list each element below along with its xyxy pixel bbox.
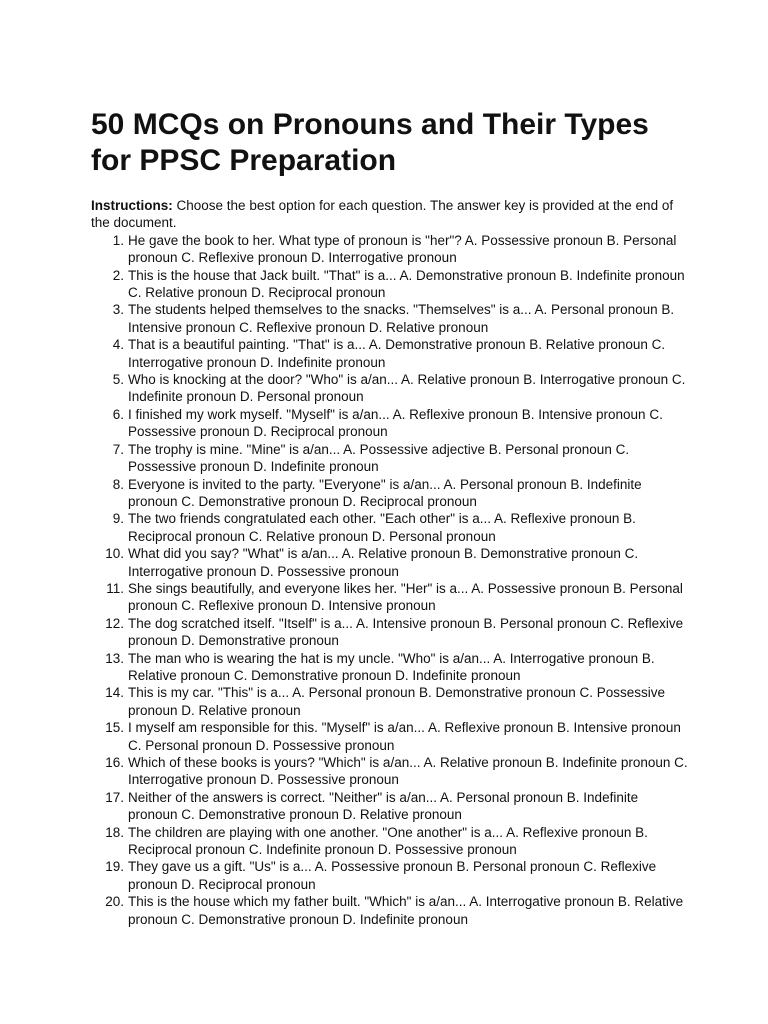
question-number: 17. [105, 789, 124, 805]
question-number: 3. [112, 302, 124, 318]
document-page [91, 107, 691, 928]
list-item [91, 754, 691, 789]
list-item [91, 615, 691, 650]
question-number: 2. [112, 267, 124, 283]
question-number: 16. [105, 755, 124, 770]
question-number: 14. [105, 685, 124, 701]
question-number: 13. [105, 650, 124, 666]
document-title [91, 107, 691, 179]
instructions-text: Choose the best option for each question. The answer key is provided at the end of the document. [91, 198, 674, 231]
question-text: The trophy is mine. "Mine" is a/an... A. Possessive adjective B. Personal pronoun C. Possessive pronoun D. Indefinite pronoun [128, 441, 630, 475]
question-text: The children are playing with one another. "One another" is a... A. Reflexive pronoun B. Reciprocal pronoun C. Indefinite pronoun D. Possessive pronoun [128, 824, 648, 858]
list-item [91, 719, 691, 754]
instructions-label: Instructions: [91, 198, 173, 213]
instructions-paragraph [91, 197, 691, 232]
question-text: Everyone is invited to the party. "Everyone" is a/an... A. Personal pronoun B. Indefinite pronoun C. Demonstrative pronoun D. Reciprocal pronoun [128, 476, 642, 509]
question-number: 5. [112, 372, 124, 388]
question-number: 19. [105, 859, 124, 875]
list-item [91, 267, 691, 302]
question-text: What did you say? "What" is a/an... A. Relative pronoun B. Demonstrative pronoun C. Interrogative pronoun D. Possessive pronoun [128, 546, 639, 579]
title-line-1: 50 MCQs on Pronouns and Their Types [91, 108, 649, 141]
question-text: The man who is wearing the hat is my uncle. "Who" is a/an... A. Interrogative pronoun B. Relative pronoun C. Demonstrative pronoun D. Indefinite pronoun [128, 650, 655, 683]
list-item [91, 858, 691, 893]
list-item [91, 232, 691, 267]
question-text: I myself am responsible for this. "Myself" is a/an... A. Reflexive pronoun B. Intensive pronoun C. Personal pronoun D. Possessive pronoun [128, 720, 681, 753]
list-item [91, 371, 691, 406]
question-number: 10. [105, 546, 124, 562]
question-number: 1. [112, 232, 124, 248]
question-number: 9. [112, 511, 124, 527]
question-text: This is the house which my father built. "Which" is a/an... A. Interrogative pronoun B. Relative pronoun C. Demonstrative pronoun D. Indefinite pronoun [128, 894, 684, 927]
question-text: This is the house that Jack built. "That" is a... A. Demonstrative pronoun B. Indefinite pronoun C. Relative pronoun D. Reciprocal pronoun [128, 267, 685, 301]
question-number: 11. [106, 580, 124, 596]
question-text: The dog scratched itself. "Itself" is a... A. Intensive pronoun B. Personal pronoun C. Reflexive pronoun D. Demonstrative pronoun [128, 615, 684, 649]
question-number: 15. [105, 720, 124, 736]
question-number: 12. [105, 615, 124, 631]
list-item [91, 893, 691, 928]
question-number: 6. [112, 406, 124, 422]
list-item [91, 406, 691, 441]
question-text: The students helped themselves to the snacks. "Themselves" is a... A. Personal pronoun B. Intensive pronoun C. Reflexive pronoun D. Relative pronoun [128, 302, 675, 335]
question-text: The two friends congratulated each other. "Each other" is a... A. Reflexive pronoun B. Reciprocal pronoun C. Relative pronoun D. Personal pronoun [128, 511, 636, 544]
question-number: 4. [112, 337, 124, 353]
list-item [91, 510, 691, 545]
question-list [91, 232, 691, 928]
question-number: 18. [105, 824, 124, 840]
list-item [91, 545, 691, 580]
list-item [91, 301, 691, 336]
question-number: 7. [112, 441, 124, 457]
question-text: Neither of the answers is correct. "Neither" is a/an... A. Personal pronoun B. Indefinite pronoun C. Demonstrative pronoun D. Relative pronoun [128, 789, 639, 823]
question-number: 8. [112, 476, 124, 492]
question-text: This is my car. "This" is a... A. Personal pronoun B. Demonstrative pronoun C. Possessive pronoun D. Relative pronoun [128, 685, 666, 718]
list-item [91, 824, 691, 859]
question-text: They gave us a gift. "Us" is a... A. Possessive pronoun B. Personal pronoun C. Reflexive pronoun D. Reciprocal pronoun [128, 859, 657, 892]
list-item [91, 441, 691, 476]
question-text: She sings beautifully, and everyone likes her. "Her" is a... A. Possessive pronoun B. Personal pronoun C. Reflexive pronoun D. Intensive pronoun [128, 580, 683, 614]
question-text: He gave the book to her. What type of pronoun is "her"? A. Possessive pronoun B. Personal pronoun C. Reflexive pronoun D. Interrogative pronoun [128, 232, 677, 266]
question-number: 20. [105, 894, 124, 910]
question-text: That is a beautiful painting. "That" is a... A. Demonstrative pronoun B. Relative pronoun C. Interrogative pronoun D. Indefinite pronoun [128, 337, 666, 370]
list-item [91, 580, 691, 615]
title-line-2: for PPSC Preparation [91, 144, 397, 177]
question-text: Who is knocking at the door? "Who" is a/an... A. Relative pronoun B. Interrogative pronoun C. Indefinite pronoun D. Personal pronoun [128, 372, 686, 405]
question-text: Which of these books is yours? "Which" is a/an... A. Relative pronoun B. Indefinite pronoun C. Interrogative pronoun D. Possessive pronoun [128, 755, 688, 788]
question-text: I finished my work myself. "Myself" is a/an... A. Reflexive pronoun B. Intensive pronoun C. Possessive pronoun D. Reciprocal pronoun [128, 406, 663, 440]
list-item [91, 789, 691, 824]
list-item [91, 684, 691, 719]
list-item [91, 476, 691, 511]
list-item [91, 650, 691, 685]
list-item [91, 336, 691, 371]
